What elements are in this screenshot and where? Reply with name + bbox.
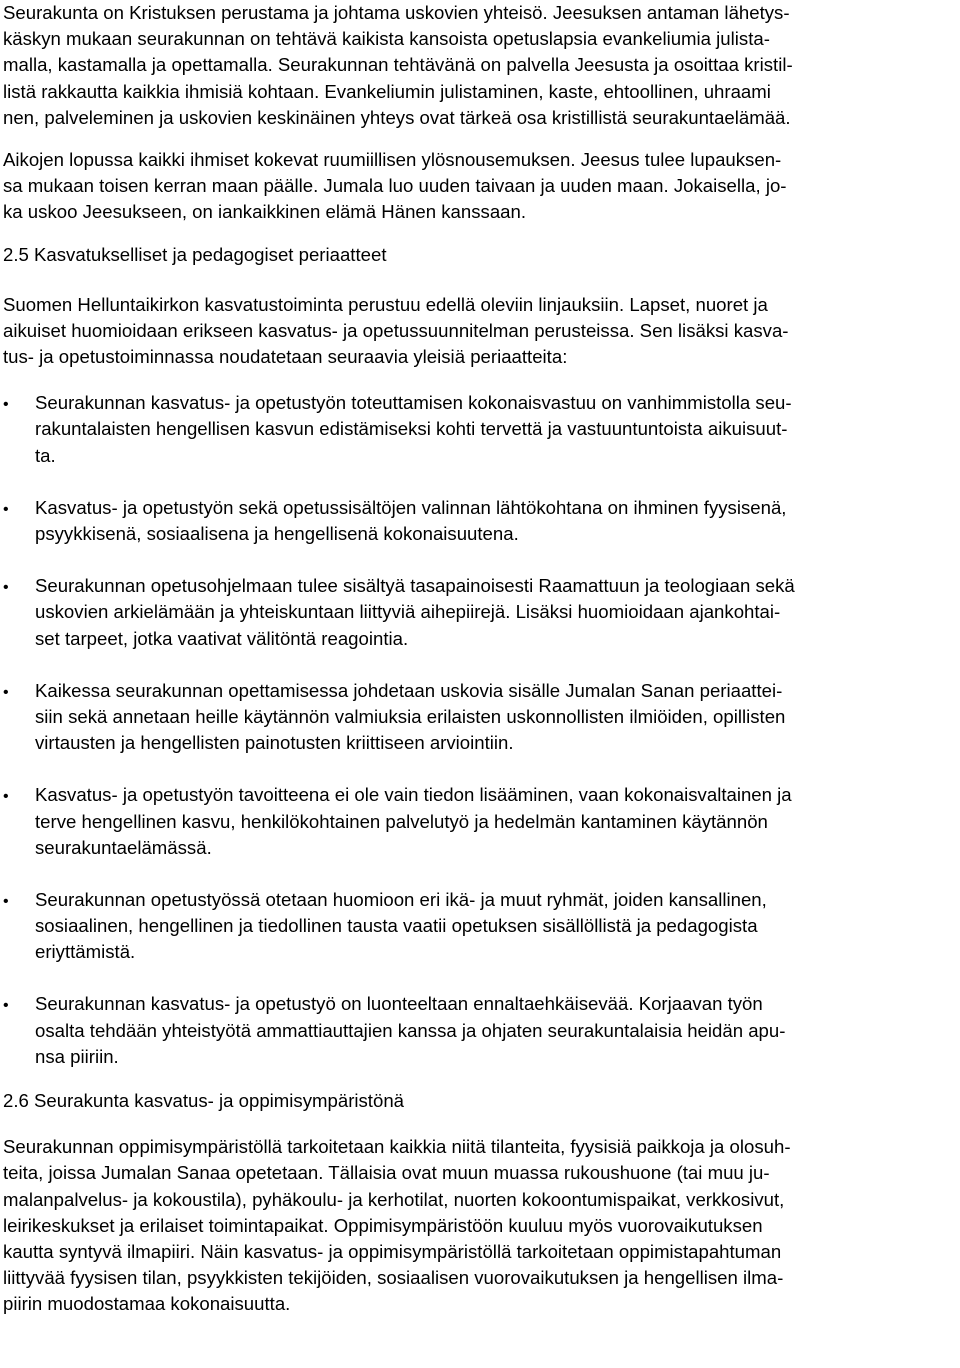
- section-2-6-paragraph: [3, 1134, 956, 1317]
- paragraph-line: Aikojen lopussa kaikki ihmiset kokevat ruumiillisen ylösnousemuksen. Jeesus tulee lupauksen-: [3, 148, 782, 170]
- paragraph-line: teita, joissa Jumalan Sanaa opetetaan. Tällaisia ovat muun muassa rukoushuone (tai muu ju-: [3, 1162, 770, 1184]
- list-item-line: terve hengellinen kasvu, henkilökohtainen palvelutyö ja hedelmän kantaminen käytännön: [35, 810, 768, 832]
- list-item-line: set tarpeet, jotka vaativat välitöntä reagointia.: [35, 627, 409, 649]
- bullet-icon: [3, 573, 35, 652]
- paragraph-line: ka uskoo Jeesukseen, on iankaikkinen elämä Hänen kanssaan.: [3, 201, 527, 223]
- end-times-paragraph: [3, 147, 956, 226]
- section-2-5-intro: [3, 292, 956, 371]
- list-item-line: uskovien arkielämään ja yhteiskuntaan liittyviä aihepiirejä. Lisäksi huomioidaan ajankohtai-: [35, 601, 781, 623]
- paragraph-line: Seurakunta on Kristuksen perustama ja johtama uskovien yhteisö. Jeesuksen antaman lähetys-: [3, 2, 790, 23]
- list-item-line: Seurakunnan opetustyössä otetaan huomioon eri ikä- ja muut ryhmät, joiden kansallinen,: [35, 888, 767, 910]
- paragraph-line: malla, kastamalla ja opettamalla. Seurakunnan tehtävänä on palvella Jeesusta ja osoittaa kristil-: [3, 54, 793, 76]
- paragraph-line: piirin muodostamaa kokonaisuutta.: [3, 1293, 291, 1315]
- list-item: [3, 678, 956, 757]
- list-item-line: rakuntalaisten hengellisen kasvun edistämiseksi kohti tervettä ja vastuuntuntoista aikuisuut-: [35, 418, 788, 440]
- list-item-line: Seurakunnan kasvatus- ja opetustyön toteuttamisen kokonaisvastuu on vanhimmistolla seu-: [35, 392, 792, 414]
- bullet-icon: [3, 991, 35, 1070]
- list-item: [3, 495, 956, 547]
- list-item-line: nsa piiriin.: [35, 1045, 119, 1067]
- bullet-icon: [3, 390, 35, 469]
- list-item-line: psyykkisenä, sosiaalisena ja hengellisenä kokonaisuutena.: [35, 523, 519, 544]
- paragraph-line: sa mukaan toisen kerran maan päälle. Jumala luo uuden taivaan ja uuden maan. Jokaisella, jo-: [3, 175, 787, 197]
- list-item-line: Seurakunnan kasvatus- ja opetustyö on luonteeltaan ennaltaehkäisevää. Korjaavan työn: [35, 993, 763, 1015]
- bullet-icon: [3, 495, 35, 547]
- list-item-line: eriyttämistä.: [35, 941, 136, 963]
- list-item-line: Kaikessa seurakunnan opettamisessa johdetaan uskovia sisälle Jumalan Sanan periaattei-: [35, 679, 783, 701]
- list-item-line: osalta tehdään yhteistyötä ammattiauttajien kanssa ja ohjaten seurakuntalaisia heidän apu-: [35, 1019, 786, 1041]
- list-item: [3, 782, 956, 861]
- paragraph-line: Suomen Helluntaikirkon kasvatustoiminta perustuu edellä oleviin linjauksiin. Lapset, nuoret ja: [3, 293, 768, 315]
- paragraph-line: liittyvää fyysisen tilan, psyykkisten tekijöiden, sosiaalisen vuorovaikutuksen ja hengellisen ilma-: [3, 1267, 784, 1289]
- principles-list: [3, 390, 956, 1070]
- list-item-line: Kasvatus- ja opetustyön sekä opetussisältöjen valinnan lähtökohtana on ihminen fyysisenä,: [35, 496, 787, 518]
- section-heading-2-5: 2.5 Kasvatukselliset ja pedagogiset periaatteet: [3, 243, 387, 265]
- list-item-line: virtausten ja hengellisten painotusten kriittiseen arviointiin.: [35, 732, 514, 754]
- list-item: [3, 573, 956, 652]
- list-item-line: siin sekä annetaan heille käytännön valmiuksia erilaisten uskonnollisten ilmiöiden, opillisten: [35, 705, 786, 727]
- bullet-icon: [3, 782, 35, 861]
- paragraph-line: tus- ja opetustoiminnassa noudatetaan seuraavia yleisiä periaatteita:: [3, 346, 568, 368]
- paragraph-line: Seurakunnan oppimisympäristöllä tarkoitetaan kaikkia niitä tilanteita, fyysisiä paikkoja ja olosuh-: [3, 1136, 791, 1158]
- paragraph-line: käskyn mukaan seurakunnan on tehtävä kaikista kansoista opetuslapsia evankeliumia julista-: [3, 28, 770, 50]
- list-item-line: seurakuntaelämässä.: [35, 836, 212, 858]
- list-item: [3, 887, 956, 966]
- paragraph-line: leirikeskukset ja erilaiset toimintapaikat. Oppimisympäristöön kuuluu myös vuorovaikutuksen: [3, 1214, 763, 1236]
- bullet-icon: [3, 678, 35, 757]
- section-heading-2-6: 2.6 Seurakunta kasvatus- ja oppimisympäristönä: [3, 1090, 405, 1111]
- paragraph-line: kautta syntyvä ilmapiiri. Näin kasvatus- ja oppimisympäristöllä tarkoitetaan oppimistapahtuman: [3, 1240, 782, 1262]
- list-item: [3, 390, 956, 469]
- list-item: [3, 991, 956, 1070]
- intro-paragraph: [3, 0, 956, 131]
- paragraph-line: nen, palveleminen ja uskovien keskinäinen yhteys ovat tärkeä osa kristillistä seurakuntaelämää.: [3, 106, 791, 128]
- bullet-icon: [3, 887, 35, 966]
- paragraph-line: listä rakkautta kaikkia ihmisiä kohtaan. Evankeliumin julistaminen, kaste, ehtoollinen, uhraami: [3, 80, 771, 102]
- list-item-line: Kasvatus- ja opetustyön tavoitteena ei ole vain tiedon lisääminen, vaan kokonaisvaltainen ja: [35, 784, 792, 806]
- paragraph-line: aikuiset huomioidaan erikseen kasvatus- ja opetussuunnitelman perusteissa. Sen lisäksi kasva-: [3, 319, 789, 341]
- list-item-line: ta.: [35, 444, 56, 466]
- list-item-line: sosiaalinen, hengellinen ja tiedollinen tausta vaatii opetuksen sisällöllistä ja pedagogista: [35, 915, 758, 937]
- list-item-line: Seurakunnan opetusohjelmaan tulee sisältyä tasapainoisesti Raamattuun ja teologiaan sekä: [35, 575, 795, 597]
- paragraph-line: malanpalvelus- ja kokoustila), pyhäkoulu- ja kerhotilat, nuorten kokoontumispaikat, verkkosivut,: [3, 1188, 785, 1210]
